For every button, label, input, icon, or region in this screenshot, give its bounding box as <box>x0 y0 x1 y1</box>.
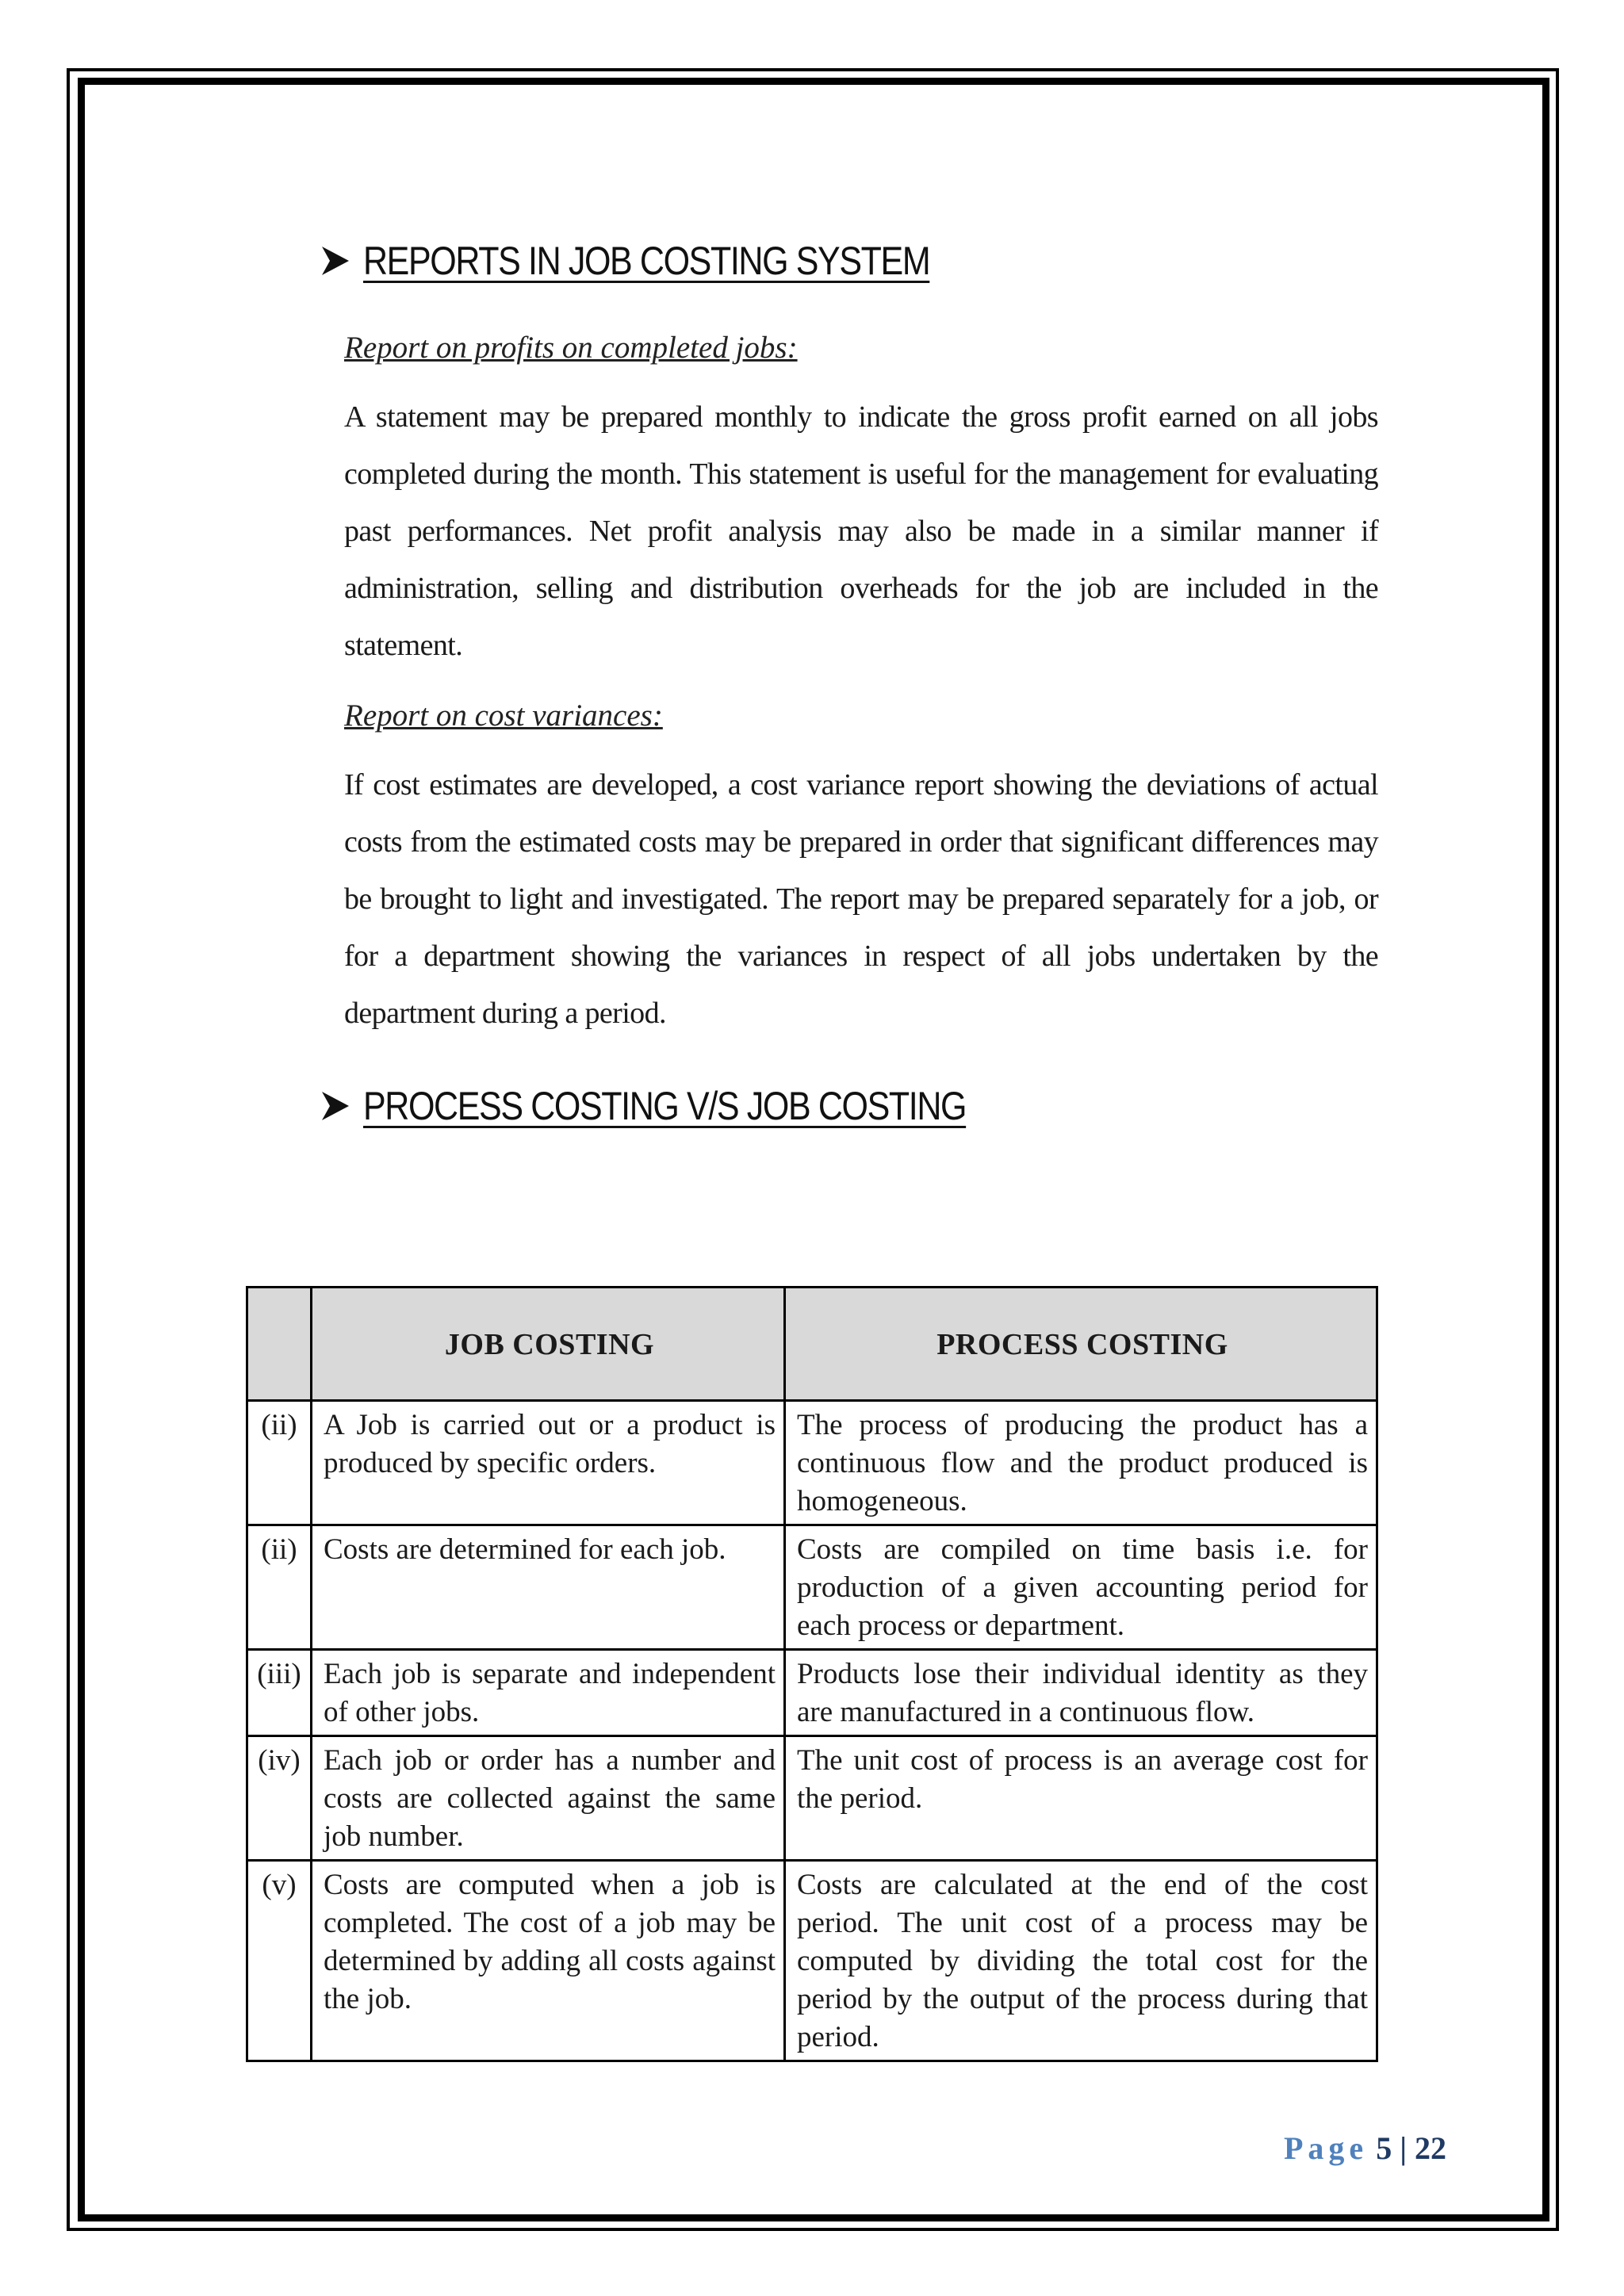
subheading-variances: Report on cost variances: <box>344 698 663 733</box>
table-row <box>247 1736 1377 1861</box>
comparison-table <box>246 1286 1378 2062</box>
paragraph-profits: A statement may be prepared monthly to indicate the gross profit earned on all jobs completed during the month. This statement is useful for the management for evaluating past performances. Net profit analysis may also be made in a similar manner if administration, selling and distribution overheads for the job are included in the statement. <box>344 400 1378 662</box>
table-header-process-costing: PROCESS COSTING <box>785 1288 1377 1401</box>
process-costing-cell: Products lose their individual identity as they are manufactured in a continuous flow. <box>785 1650 1377 1736</box>
job-costing-cell: Costs are determined for each job. <box>312 1525 785 1650</box>
row-number: (iv) <box>247 1736 312 1861</box>
row-number: (v) <box>247 1861 312 2061</box>
page-current: 5 <box>1376 2130 1392 2166</box>
section-heading-reports <box>320 238 1022 284</box>
process-costing-cell: Costs are calculated at the end of the cost period. The unit cost of a process may be computed by dividing the total cost for the period by the output of the process during that period. <box>785 1861 1377 2061</box>
process-costing-cell: Costs are compiled on time basis i.e. for production of a given accounting period for each process or department. <box>785 1525 1377 1650</box>
section-heading-text: PROCESS COSTING V/S JOB COSTING <box>363 1084 967 1128</box>
process-costing-cell: The unit cost of process is an average cost for the period. <box>785 1736 1377 1861</box>
arrow-bullet-icon <box>320 1090 350 1122</box>
page-separator: | <box>1400 2130 1407 2166</box>
process-costing-cell: The process of producing the product has a continuous flow and the product produced is homogeneous. <box>785 1401 1377 1525</box>
table-header-blank <box>247 1288 312 1401</box>
section-heading-comparison <box>320 1083 1064 1129</box>
subheading-profits: Report on profits on completed jobs: <box>344 331 798 365</box>
job-costing-cell: Each job is separate and independent of other jobs. <box>312 1650 785 1736</box>
arrow-bullet-icon <box>320 245 350 277</box>
section-heading-text: REPORTS IN JOB COSTING SYSTEM <box>363 239 930 283</box>
row-number: (iii) <box>247 1650 312 1736</box>
row-number: (ii) <box>247 1401 312 1525</box>
table-row <box>247 1525 1377 1650</box>
page-total: 22 <box>1415 2130 1446 2166</box>
table-row <box>247 1861 1377 2061</box>
job-costing-cell: A Job is carried out or a product is produced by specific orders. <box>312 1401 785 1525</box>
table-header-job-costing: JOB COSTING <box>312 1288 785 1401</box>
paragraph-variances: If cost estimates are developed, a cost variance report showing the deviations of actual costs from the estimated costs may be prepared in order that significant differences may be brought to light and investigated. The report may be prepared separately for a job, or for a department showing the variances in respect of all jobs undertaken by the department during a period. <box>344 768 1378 1030</box>
table-row <box>247 1650 1377 1736</box>
table-header-row <box>247 1288 1377 1401</box>
job-costing-cell: Costs are computed when a job is completed. The cost of a job may be determined by adding all costs against the job. <box>312 1861 785 2061</box>
page-number <box>1284 2130 1446 2167</box>
page-label: Page <box>1284 2130 1369 2166</box>
table-row <box>247 1401 1377 1525</box>
job-costing-cell: Each job or order has a number and costs are collected against the same job number. <box>312 1736 785 1861</box>
row-number: (ii) <box>247 1525 312 1650</box>
